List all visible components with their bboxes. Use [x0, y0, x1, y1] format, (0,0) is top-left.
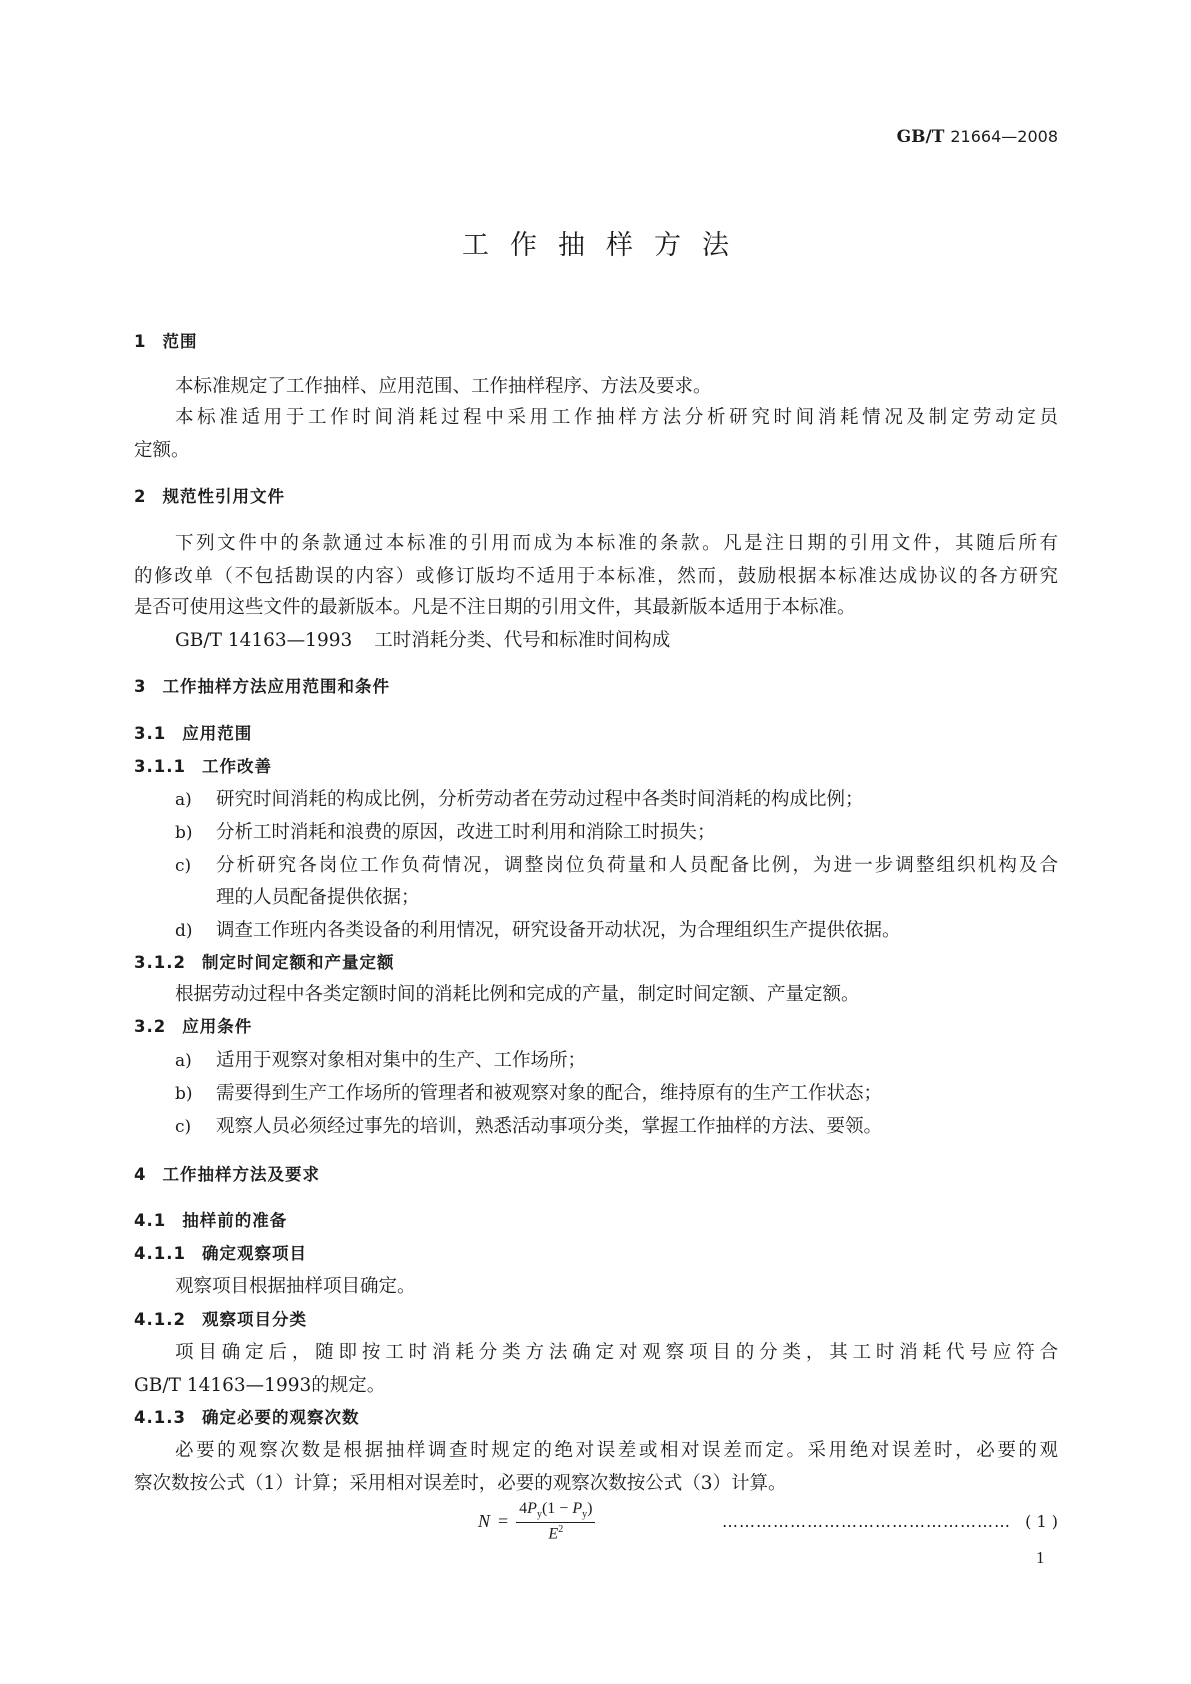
- document-title: 工作抽样方法: [462, 230, 750, 261]
- section-1-heading: [134, 330, 197, 354]
- section-number: 3.2: [134, 1017, 167, 1036]
- paragraph-line: 下列文件中的条款通过本标准的引用而成为本标准的条款。凡是注日期的引用文件，其随后所有: [175, 533, 1058, 554]
- section-number: 4.1.3: [134, 1408, 186, 1427]
- formula-denominator: [548, 1523, 563, 1543]
- paragraph-line: 察次数按公式（1）计算；采用相对误差时，必要的观察次数按公式（3）计算。: [134, 1473, 787, 1494]
- formula-number: ( 1 ): [1025, 1512, 1058, 1531]
- formula-var-p: P: [527, 1500, 537, 1517]
- section-3-heading: [134, 675, 390, 699]
- formula-fraction: [516, 1500, 595, 1544]
- list-item-text: 调查工作班内各类设备的利用情况，研究设备开动状况，为合理组织生产提供依据。: [216, 920, 901, 941]
- list-item-label: a): [175, 1051, 192, 1071]
- formula-subscript: y: [582, 1509, 588, 1521]
- section-title: 范围: [162, 332, 198, 351]
- list-item-label: c): [175, 1117, 192, 1137]
- section-3-1-1-heading: [134, 755, 272, 779]
- section-number: 2: [134, 487, 147, 506]
- section-number: 1: [134, 332, 147, 351]
- section-3-1-heading: [134, 722, 252, 746]
- section-title: 制定时间定额和产量定额: [201, 953, 395, 972]
- section-title: 确定观察项目: [201, 1244, 307, 1263]
- formula-1: [478, 1500, 595, 1544]
- list-item-text: 需要得到生产工作场所的管理者和被观察对象的配合，维持原有的生产工作状态；: [216, 1083, 883, 1104]
- section-title: 工作抽样方法及要求: [162, 1165, 320, 1184]
- list-item-text: 分析工时消耗和浪费的原因，改进工时利用和消除工时损失；: [216, 822, 716, 843]
- formula-exponent: 2: [558, 1524, 564, 1536]
- section-number: 4.1.2: [134, 1310, 186, 1329]
- paragraph-line: 观察项目根据抽样项目确定。: [175, 1276, 416, 1297]
- paragraph-line: 根据劳动过程中各类定额时间的消耗比例和完成的产量，制定时间定额、产量定额。: [175, 984, 860, 1005]
- section-3-2-heading: [134, 1015, 252, 1039]
- normative-reference: [175, 629, 670, 653]
- section-title: 应用范围: [182, 724, 253, 743]
- section-title: 工作抽样方法应用范围和条件: [162, 677, 390, 696]
- section-number: 4.1: [134, 1211, 167, 1230]
- section-number: 4.1.1: [134, 1244, 186, 1263]
- section-4-1-heading: [134, 1209, 287, 1233]
- page-number: 1: [1036, 1548, 1045, 1567]
- section-4-1-1-heading: [134, 1242, 307, 1266]
- standard-code-prefix: GB/T: [896, 127, 945, 147]
- list-item-text: 理的人员配备提供依据；: [216, 887, 420, 908]
- formula-equals: =: [498, 1511, 509, 1532]
- formula-lhs: N: [478, 1511, 491, 1532]
- standard-code-header: [897, 125, 1058, 149]
- paragraph-line: 本标准适用于工作时间消耗过程中采用工作抽样方法分析研究时间消耗情况及制定劳动定员: [175, 407, 1058, 428]
- section-title: 抽样前的准备: [182, 1211, 288, 1230]
- paragraph-line: 项目确定后，随即按工时消耗分类方法确定对观察项目的分类，其工时消耗代号应符合: [175, 1342, 1058, 1363]
- section-2-heading: [134, 485, 285, 509]
- standard-code-number: 21664—2008: [950, 127, 1058, 146]
- formula-var-e: E: [548, 1525, 559, 1543]
- list-item-text: 分析研究各岗位工作负荷情况，调整岗位负荷量和人员配备比例，为进一步调整组织机构及合: [216, 855, 1058, 876]
- formula-close: ): [587, 1500, 593, 1517]
- section-number: 3.1.1: [134, 757, 186, 776]
- paragraph-line: 本标准规定了工作抽样、应用范围、工作抽样程序、方法及要求。: [175, 376, 712, 397]
- section-title: 工作改善: [201, 757, 272, 776]
- section-number: 3.1: [134, 724, 167, 743]
- list-item-text: 研究时间消耗的构成比例，分析劳动者在劳动过程中各类时间消耗的构成比例；: [216, 789, 864, 810]
- list-item-text: 适用于观察对象相对集中的生产、工作场所；: [216, 1050, 587, 1071]
- leader-dots: ……………………………………………: [722, 1512, 1011, 1531]
- reference-title: 工时消耗分类、代号和标准时间构成: [374, 630, 671, 651]
- list-item-label: b): [175, 823, 193, 843]
- section-title: 规范性引用文件: [162, 487, 285, 506]
- section-3-1-2-heading: [134, 951, 394, 975]
- formula-subscript: y: [536, 1509, 542, 1521]
- formula-open: (1 −: [541, 1500, 573, 1517]
- list-item-text: 观察人员必须经过事先的培训，熟悉活动事项分类，掌握工作抽样的方法、要领。: [216, 1116, 883, 1137]
- formula-var-p: P: [572, 1500, 583, 1517]
- paragraph-line: 必要的观察次数是根据抽样调查时规定的绝对误差或相对误差而定。采用绝对误差时，必要的观: [175, 1440, 1058, 1461]
- reference-code: GB/T 14163—1993: [175, 630, 353, 651]
- section-number: 3: [134, 677, 147, 696]
- section-title: 确定必要的观察次数: [201, 1408, 360, 1427]
- section-4-1-2-heading: [134, 1308, 307, 1332]
- section-4-heading: [134, 1163, 320, 1187]
- section-4-1-3-heading: [134, 1406, 359, 1430]
- section-number: 3.1.2: [134, 953, 186, 972]
- section-number: 4: [134, 1165, 147, 1184]
- list-item-label: b): [175, 1084, 193, 1104]
- list-item-label: a): [175, 790, 192, 810]
- paragraph-line: GB/T 14163—1993的规定。: [134, 1375, 386, 1396]
- section-title: 应用条件: [182, 1017, 253, 1036]
- paragraph-line: 定额。: [134, 440, 190, 461]
- section-title: 观察项目分类: [201, 1310, 307, 1329]
- formula-numerator: [516, 1500, 595, 1523]
- formula-coefficient: 4: [519, 1500, 528, 1517]
- paragraph-line: 是否可使用这些文件的最新版本。凡是不注日期的引用文件，其最新版本适用于本标准。: [134, 597, 856, 618]
- formula-number-leader: [722, 1510, 1058, 1534]
- list-item-label: c): [175, 856, 192, 876]
- list-item-label: d): [175, 921, 193, 941]
- paragraph-line: 的修改单（不包括勘误的内容）或修订版均不适用于本标准，然而，鼓励根据本标准达成协议的各方研究: [134, 566, 1058, 587]
